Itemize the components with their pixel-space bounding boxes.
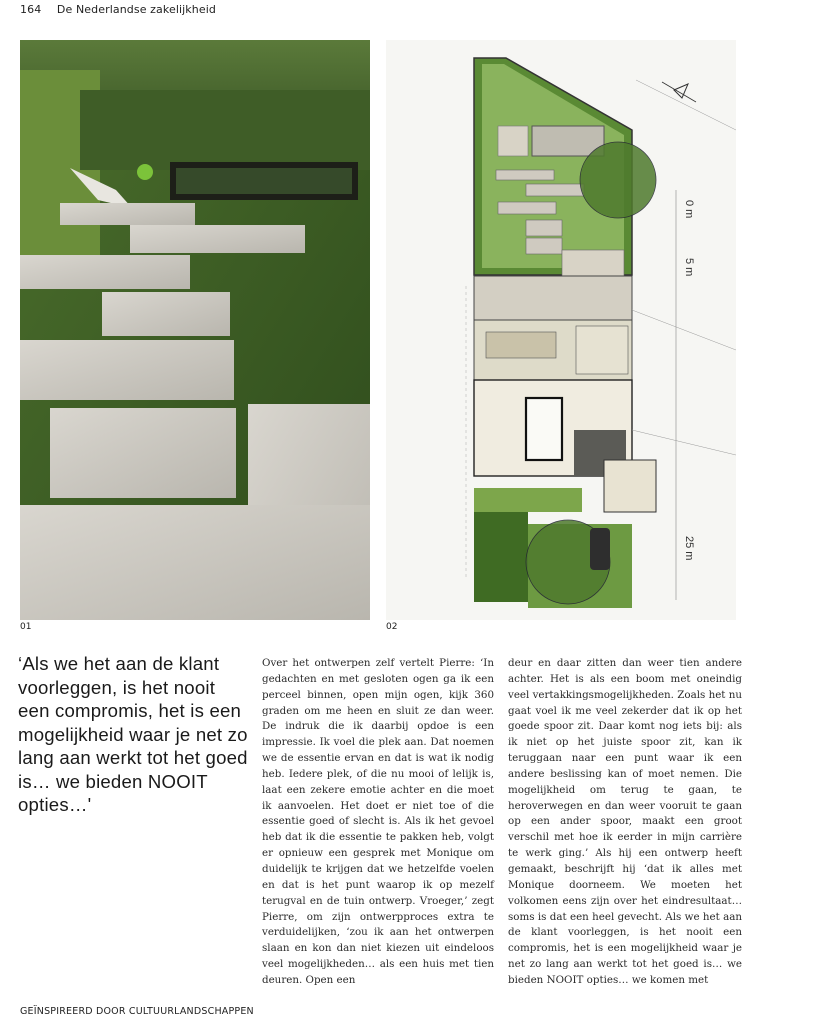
body-paragraph-2: deur en daar zitten dan weer tien andere achter. Het is als een boom met oneindig veel vertakkingsmogelijkheden. Zoals het nu gaat voel ik me veel zekerder dat ik op het goede spoor zit. Daar komt nog iets bij: als ik niet op het juiste spoor zit, kan ik teruggaan naar een punt waar ik een andere beslissing kan of moet nemen. Die mogelijkheid om terug te gaan, te heroverwegen en dan weer vooruit te gaan op een ander spoor, maakt een groot verschil met hoe ik eerder in mijn carrière te werk ging.’ Als hij een ontwerp heeft gemaakt, beschrijft hij ‘dat ik alles met Monique doorneem. We moeten het volkomen eens zijn over het eindresultaat… soms is dat een heel gevecht. Als we het aan de klant voorleggen, is het nooit een compromis, het is een mogelijkheid waar je net zo lang aan werkt tot het goed is… we bieden NOOIT opties… we komen met [508,657,742,986]
site-plan-drawing [386,40,736,620]
garden-photo-illustration [20,40,370,620]
body-column-2 [508,656,742,989]
scale-label-0: 0 m [683,200,695,219]
pull-quote: ‘Als we het aan de klant voorleggen, is het nooit een compromis, het is een mogelijkheid waar je net zo lang aan werkt tot het goed is… we bieden NOOIT opties…' [18,653,248,815]
scale-label-25: 25 m [683,536,695,561]
figure-label-01: 01 [20,622,32,632]
body-column-1 [262,656,494,989]
section-title: De Nederlandse zakelijkheid [56,3,216,16]
garden-photo [20,40,370,620]
figure-label-02: 02 [386,622,398,632]
site-plan [386,40,736,620]
page-header [20,3,216,16]
scale-label-5: 5 m [683,258,695,277]
body-paragraph-1: Over het ontwerpen zelf vertelt Pierre: ‘In gedachten en met gesloten ogen ga ik een perceel binnen, open mijn ogen, kijk 360 graden om me heen en sluit ze dan weer. De indruk die ik daarbij opdoe is een impressie. Ik voel die plek aan. Dat noemen we de essentie ervan en dat is wat ik nodig heb. Iedere plek, of die nu mooi of lelijk is, laat een zekere emotie achter en die moet ik aanvoelen. Het doet er niet toe of die essentie goed of slecht is. Als ik het gevoel heb dat ik die essentie te pakken heb, volgt er opnieuw een gesprek met Monique om duidelijk te krijgen dat we hetzelfde voelen en dat is het punt waarop ik op mezelf terugval en de tuin ontwerp. Vroeger,’ zegt Pierre, om zijn ontwerpproces extra te verduidelijken, ‘zou ik aan het ontwerpen slaan en kon dan niet kiezen uit eindeloos veel mogelijkheden… als een huis met tien deuren. Open een [262,657,494,986]
page-number: 164 [20,3,42,16]
page-footer: GEÏNSPIREERD DOOR CULTUURLANDSCHAPPEN [20,1006,254,1017]
